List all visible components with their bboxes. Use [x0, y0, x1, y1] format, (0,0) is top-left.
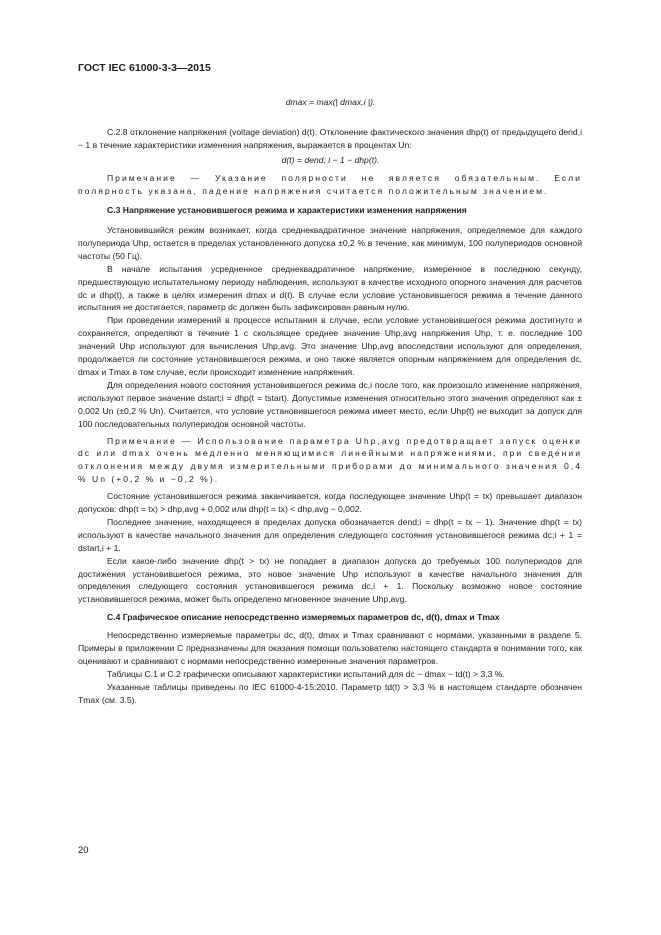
note-polarity-block	[78, 172, 582, 198]
paragraph: Непосредственно измеряемые параметры dc, d(t), dmax и Tmax сравнивают с нормами, указанными в разделе 5. Примеры в приложении С предназначены для оказания помощи пользователю настоящего стандарта в понимании того, как оценивают и сравнивают с нормами непосредственно измеренные значения параметров.	[78, 630, 582, 666]
section-c28	[78, 126, 582, 152]
page-number: 20	[78, 845, 89, 856]
paragraph: В начале испытания усредненное среднеквадратичное напряжение, измеренное в последнюю секунду, предшествующую испытательному периоду наблюдения, используют в качестве исходного опорного значения для расчетов dc и dhp(t), а также в целях измерения dmax и d(t). В случае если условие установившегося режима в течение данного испытания не достигается, параметр dc должен быть зафиксирован равным нулю.	[78, 263, 582, 313]
paragraph: При проведении измерений в процессе испытания в случае, если условие установившегося режима достигнуто и сохраняется, определяют в течение 1 с скользящее среднее значение Uhp,avg напряжения Uhp, т. е. последние 100 значений Uhp используют для вычисления Uhp,avg. Это значение Uhp,avg впоследствии используют для определения, продолжается ли состояние установившегося режима, и оно также является опорным напряжением для определения dc, dmax и Tmax в том случае, если происходит изменение напряжения.	[78, 315, 582, 377]
paragraph: Последнее значение, находящееся в пределах допуска обозначается dend;i = dhp(t = tx − 1). Значение dhp(t = tx) используют в качестве начального значения для определения следующего состояния установившегося режима dc;i + 1 = dstart,i + 1.	[78, 516, 582, 553]
formula-deviation: d(t) = dend; i − 1 − dhp(t).	[281, 155, 380, 165]
section-c3-body	[78, 224, 582, 707]
paragraph-c28: C.2.8 отклонение напряжения (voltage deviation) d(t): Отклонение фактического значения dhp(t) от предыдущего dend,i − 1 в течение характеристики изменения напряжения, выражается в процентах Un:	[78, 127, 582, 150]
section-heading-c3: C.3 Напряжение установившегося режима и характеристики изменения напряжения	[107, 205, 467, 215]
paragraph: Таблицы С.1 и С.2 графически описывают характеристики испытаний для dc − dmax − td(t) > 3,3 %.	[107, 668, 505, 679]
formula-dmax: dmax = max(| dmax,i |).	[285, 97, 376, 107]
section-c3-block	[78, 204, 582, 217]
paragraph: Установившийся режим возникает, когда среднеквадратичное значение напряжения, определяемое для каждого полупериода Uhp, остается в пределах установленного допуска ±0,2 % в течение, как минимум, 100 полупериодов основной частоты (50 Гц).	[78, 225, 582, 261]
paragraph: Если какое-либо значение dhp(t > tx) не попадает в диапазон допуска до требуемых 100 полупериодов для достижения установившегося режима, это новое значение Uhp используют в качестве начального значения для определения следующего состояния установившегося режима dc,i + 1. Поскольку возможно новое состояние установившегося режима, может быть определено мгновенное значение Uhp,avg.	[78, 555, 582, 605]
paragraph: Указанные таблицы приведены по IEC 61000-4-15:2010. Параметр td(t) > 3,3 % в настоящем стандарте обозначен Tmax (см. 3.5).	[78, 681, 582, 705]
document-header: ГОСТ IEC 61000-3-3—2015	[78, 62, 211, 74]
paragraph: Состояние установившегося режима заканчивается, когда последующее значение Uhp(t = tx) превышает диапазон допусков: dhp(t = tx) > dhp,avg + 0,002 или dhp(t = tx) < dhp,avg − 0,002.	[78, 491, 582, 515]
note-uhp-avg: Примечание — Использование параметра Uhp,avg предотвращает запуск оценки dc или dmax очень медленно меняющимися линейными напряжениями, при сведении отклонения между двумя измерительными приборами до минимального значения 0,4 % Un (+0,2 % и −0,2 %).	[78, 435, 582, 485]
section-heading-c4: C.4 Графическое описание непосредственно измеряемых параметров dc, d(t), dmax и Tmax	[107, 612, 500, 623]
paragraph: Для определения нового состояния установившегося режима dc,i после того, как произошло изменение напряжения, используют первое значение dstart;i = dhp(t = tstart). Допустимые изменения относительно этого значения определяют как ± 0,002 Un (±0,2 % Un). Считается, что условие установившегося режима имеет место, если Uhp(t) не выходит за допуск для 100 последовательных полупериодов основной частоты.	[78, 379, 582, 429]
note-polarity: Примечание — Указание полярности не является обязательным. Если полярность указана, падение напряжения считается положительным значением.	[78, 173, 582, 196]
